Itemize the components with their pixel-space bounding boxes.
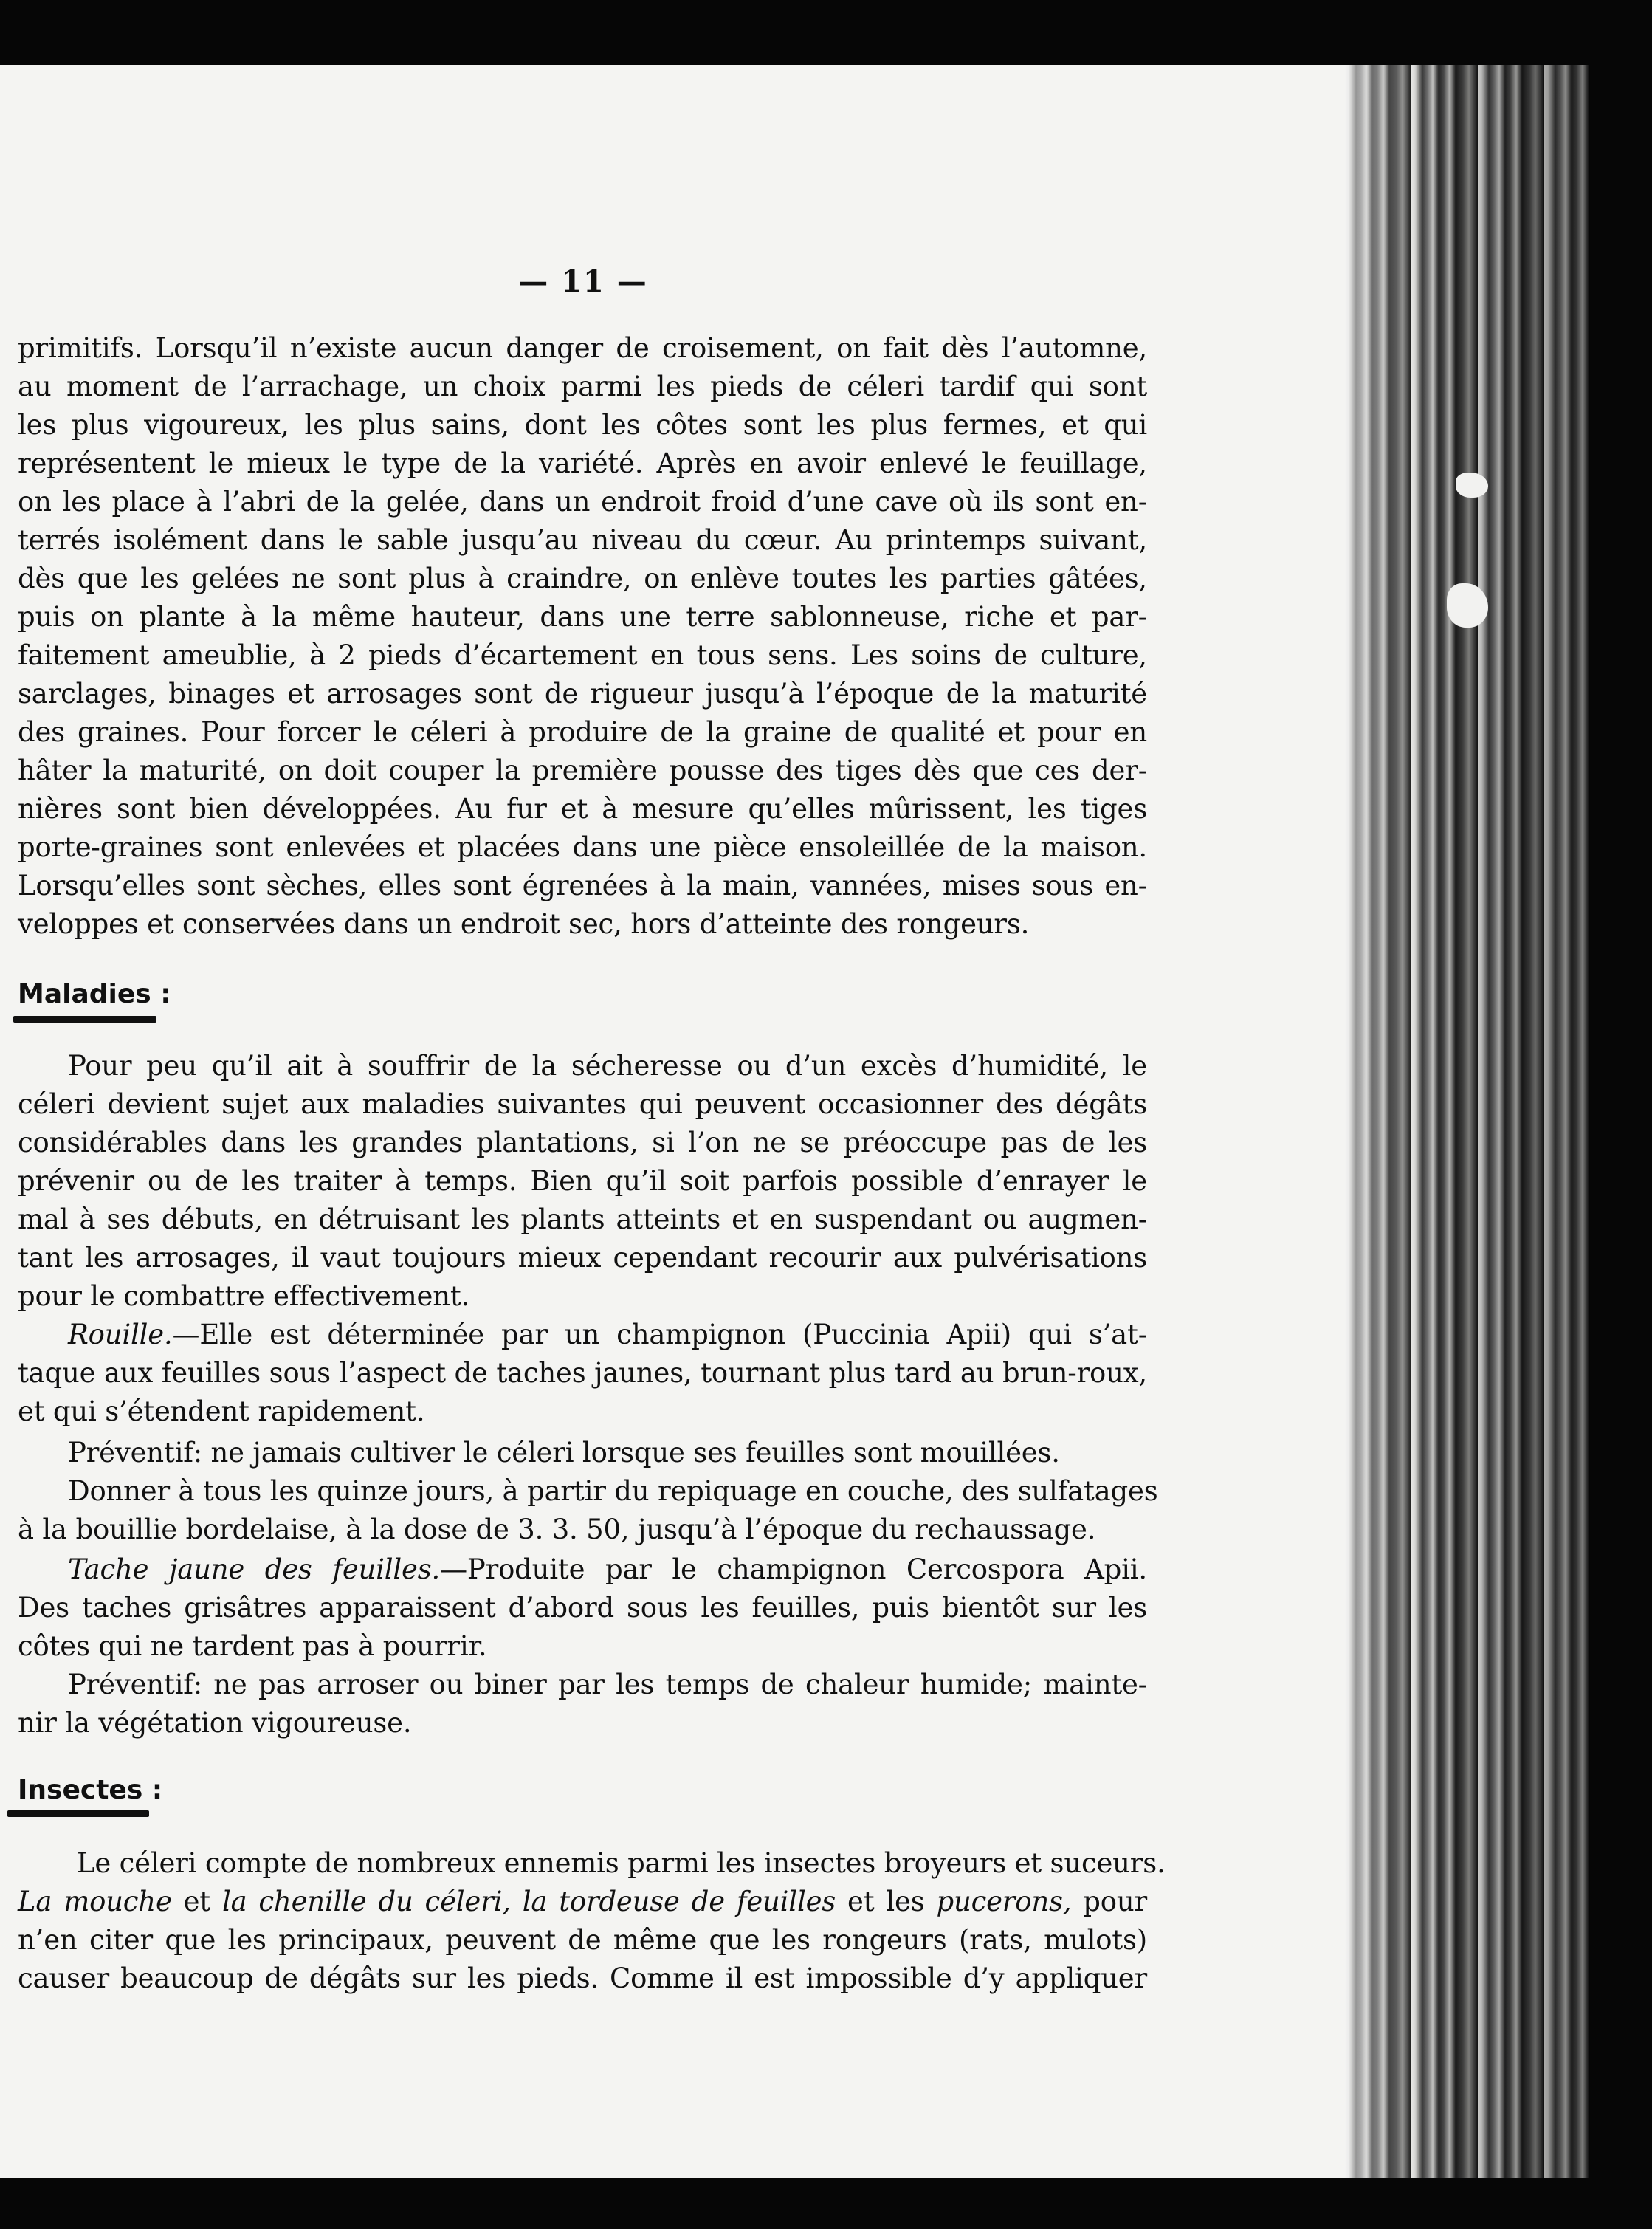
text-line: on les place à l’abri de la gelée, dans un endroit froid d’une cave où ils sont en- xyxy=(18,486,1147,518)
insect-term: la chenille du céleri, xyxy=(221,1886,511,1917)
text-line: pour le combattre effectivement. xyxy=(18,1280,470,1312)
section-heading-maladies: Maladies : xyxy=(18,979,171,1009)
text-line: Des taches grisâtres apparaissent d’abord sous les feuilles, puis bientôt sur les xyxy=(18,1592,1147,1624)
text-line: représentent le mieux le type de la variété. Après en avoir enlevé le feuillage, xyxy=(18,447,1147,479)
text-line: mal à ses débuts, en détruisant les plants atteints et en suspendant ou augmen- xyxy=(18,1203,1147,1235)
text-span xyxy=(511,1886,523,1917)
text-line-tache xyxy=(68,1550,1147,1589)
text-line: causer beaucoup de dégâts sur les pieds. Comme il est impossible d’y appliquer xyxy=(18,1962,1147,1994)
text-line: prévenir ou de les traiter à temps. Bien qu’il soit parfois possible d’enrayer le xyxy=(18,1165,1147,1197)
text-line: Pour peu qu’il ait à souffrir de la sécheresse ou d’un excès d’humidité, le xyxy=(68,1050,1147,1082)
text-line: considérables dans les grandes plantations, si l’on ne se préoccupe pas de les xyxy=(18,1127,1147,1158)
section-heading-insectes: Insectes : xyxy=(18,1775,163,1805)
text-line: et qui s’étendent rapidement. xyxy=(18,1395,425,1427)
text-span: et xyxy=(171,1886,222,1917)
scan-artifact xyxy=(1456,473,1488,498)
text-line: n’en citer que les principaux, peuvent de même que les rongeurs (rats, mulots) xyxy=(18,1924,1147,1956)
text-span: pour xyxy=(1071,1886,1147,1917)
text-line: dès que les gelées ne sont plus à craindre, on enlève toutes les parties gâtées, xyxy=(18,563,1147,594)
heading-underline xyxy=(7,1810,149,1817)
text-line: côtes qui ne tardent pas à pourrir. xyxy=(18,1630,487,1662)
text-line: céleri devient sujet aux maladies suivantes qui peuvent occasionner des dégâts xyxy=(18,1088,1147,1120)
text-line: faitement ameublie, à 2 pieds d’écartement en tous sens. Les soins de culture, xyxy=(18,639,1147,671)
text-line: taque aux feuilles sous l’aspect de taches jaunes, tournant plus tard au brun-roux, xyxy=(18,1357,1147,1389)
text-line: au moment de l’arrachage, un choix parmi les pieds de céleri tardif qui sont xyxy=(18,371,1147,402)
text-span: et les xyxy=(836,1886,937,1917)
text-line: Préventif: ne jamais cultiver le céleri lorsque ses feuilles sont mouillées. xyxy=(68,1437,1060,1469)
text-line: porte-graines sont enlevées et placées dans une pièce ensoleillée de la maison. xyxy=(18,831,1147,863)
text-line: des graines. Pour forcer le céleri à produire de la graine de qualité et pour en xyxy=(18,716,1147,748)
text-span: —Produite par le champignon Cercospora Apii. xyxy=(440,1553,1147,1585)
text-line: hâter la maturité, on doit couper la première pousse des tiges dès que ces der- xyxy=(18,755,1147,786)
book-page-edges-shading xyxy=(1345,65,1589,2178)
text-line: à la bouillie bordelaise, à la dose de 3. 3. 50, jusqu’à l’époque du rechaussage. xyxy=(18,1514,1096,1545)
text-line: les plus vigoureux, les plus sains, dont les côtes sont les plus fermes, et qui xyxy=(18,409,1147,441)
text-line: terrés isolément dans le sable jusqu’au niveau du cœur. Au printemps suivant, xyxy=(18,524,1147,556)
text-line: puis on plante à la même hauteur, dans une terre sablonneuse, riche et par- xyxy=(18,601,1147,633)
text-line: Donner à tous les quinze jours, à partir du repiquage en couche, des sulfatages xyxy=(68,1475,1158,1507)
heading-underline xyxy=(13,1016,156,1023)
text-line: nir la végétation vigoureuse. xyxy=(18,1707,412,1739)
text-line: nières sont bien développées. Au fur et à mesure qu’elles mûrissent, les tiges xyxy=(18,793,1147,825)
text-line: tant les arrosages, il vaut toujours mieux cependant recourir aux pulvérisations xyxy=(18,1242,1147,1274)
disease-term-tache-jaune: Tache jaune des feuilles. xyxy=(68,1553,441,1585)
text-span: —Elle est déterminée par un champignon (Puccinia Apii) qui s’at- xyxy=(172,1319,1147,1350)
text-line-insect-names xyxy=(18,1883,1147,1921)
page-number: — 11 — xyxy=(518,264,648,299)
text-line: veloppes et conservées dans un endroit sec, hors d’atteinte des rongeurs. xyxy=(18,908,1030,940)
text-line-rouille xyxy=(68,1316,1147,1354)
insect-term: pucerons, xyxy=(936,1886,1072,1917)
text-line: Préventif: ne pas arroser ou biner par les temps de chaleur humide; mainte- xyxy=(68,1669,1147,1700)
text-line: sarclages, binages et arrosages sont de rigueur jusqu’à l’époque de la maturité xyxy=(18,678,1147,710)
text-line: Lorsqu’elles sont sèches, elles sont égrenées à la main, vannées, mises sous en- xyxy=(18,870,1147,901)
disease-term-rouille: Rouille. xyxy=(68,1319,173,1350)
text-line: primitifs. Lorsqu’il n’existe aucun danger de croisement, on fait dès l’automne, xyxy=(18,332,1147,364)
text-line: Le céleri compte de nombreux ennemis parmi les insectes broyeurs et suceurs. xyxy=(77,1847,1166,1879)
insect-term: La mouche xyxy=(18,1886,172,1917)
insect-term: la tordeuse de feuilles xyxy=(522,1886,836,1917)
